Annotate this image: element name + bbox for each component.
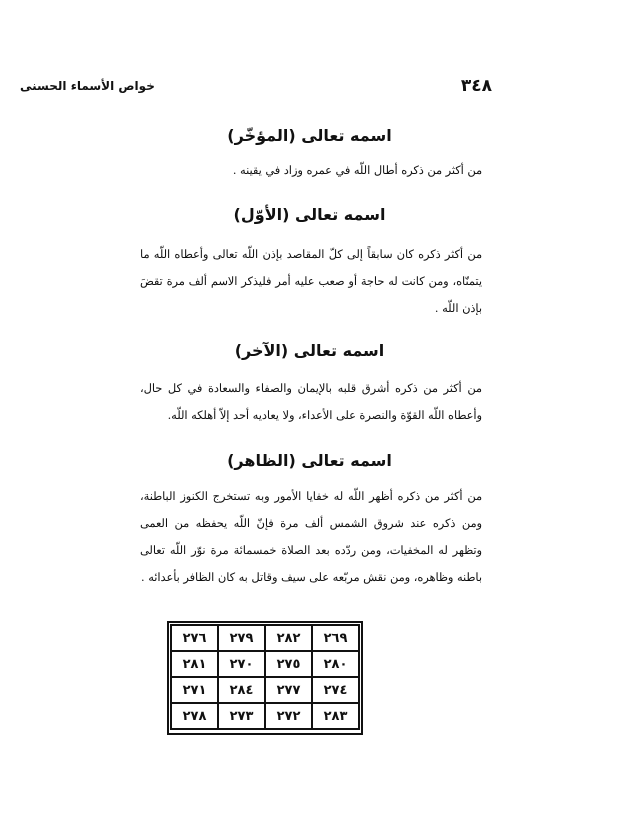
magic-square-cell: ٢٨٢ bbox=[265, 625, 312, 651]
magic-square-cell: ٢٧٥ bbox=[265, 651, 312, 677]
section-text-awwal: من أكثر ذكره كان سابقاً إلى كلّ المقاصد بإذن اللّه تعالى وأعطاه اللّه ما يتمنّاه، ومن كانت له حاجة أو صعب عليه أمر فليذكر الاسم ألف مرة تقضَ بإذن اللّه . bbox=[140, 248, 482, 315]
section-text-akhir: من أكثر من ذكره أشرق قلبه بالإيمان والصفاء والسعادة في كل حال، وأعطاه اللّه القوّة والنصرة على الأعداء، ولا يعاديه أحد إلاّ أهلكه اللّه. bbox=[140, 382, 482, 422]
magic-square-cell: ٢٧٤ bbox=[312, 677, 359, 703]
magic-square-cell: ٢٦٩ bbox=[312, 625, 359, 651]
magic-square-cell: ٢٧٢ bbox=[265, 703, 312, 729]
magic-square-row bbox=[171, 625, 359, 651]
magic-square-cell: ٢٧٩ bbox=[218, 625, 265, 651]
section-text-mu-akhkhir: من أكثر من ذكره أطال اللّه في عمره وزاد في يقينه . bbox=[232, 164, 482, 177]
section-title-awwal: اسمه تعالى (الأوّل) bbox=[233, 205, 386, 224]
magic-square-cell: ٢٧٠ bbox=[218, 651, 265, 677]
magic-square-row bbox=[171, 651, 359, 677]
magic-square-cell: ٢٨٤ bbox=[218, 677, 265, 703]
magic-square-cell: ٢٧٧ bbox=[265, 677, 312, 703]
section-title-zahir: اسمه تعالى (الظاهر) bbox=[227, 451, 392, 470]
magic-square bbox=[170, 624, 360, 730]
section-text-zahir: من أكثر من ذكره أظهر اللّه له خفايا الأمور وبه تستخرج الكنوز الباطنة، ومن ذكره عند شروق الشمس ألف مرة فإنّ اللّه يحفظه من العمى وتظهر له المخفيات، ومن ردّده بعد الصلاة خمسمائة مرة نوّر اللّه تعالى باطنه وظاهره، ومن نقش مربّعه على سيف وقاتل به كان الظافر بأعدائه . bbox=[140, 490, 482, 584]
magic-square-cell: ٢٧٦ bbox=[171, 625, 218, 651]
magic-square-cell: ٢٨٣ bbox=[312, 703, 359, 729]
magic-square-cell: ٢٧٣ bbox=[218, 703, 265, 729]
section-title-akhir: اسمه تعالى (الآخر) bbox=[234, 341, 385, 360]
magic-square-cell: ٢٧٨ bbox=[171, 703, 218, 729]
page-header bbox=[20, 76, 492, 98]
running-title: خواص الأسماء الحسنى bbox=[20, 79, 155, 93]
page-number: ٣٤٨ bbox=[460, 76, 492, 96]
magic-square-row bbox=[171, 677, 359, 703]
magic-square-row bbox=[171, 703, 359, 729]
section-title-mu-akhkhir: اسمه تعالى (المؤخّر) bbox=[227, 126, 392, 145]
magic-square-cell: ٢٨٠ bbox=[312, 651, 359, 677]
magic-square-cell: ٢٨١ bbox=[171, 651, 218, 677]
magic-square-cell: ٢٧١ bbox=[171, 677, 218, 703]
